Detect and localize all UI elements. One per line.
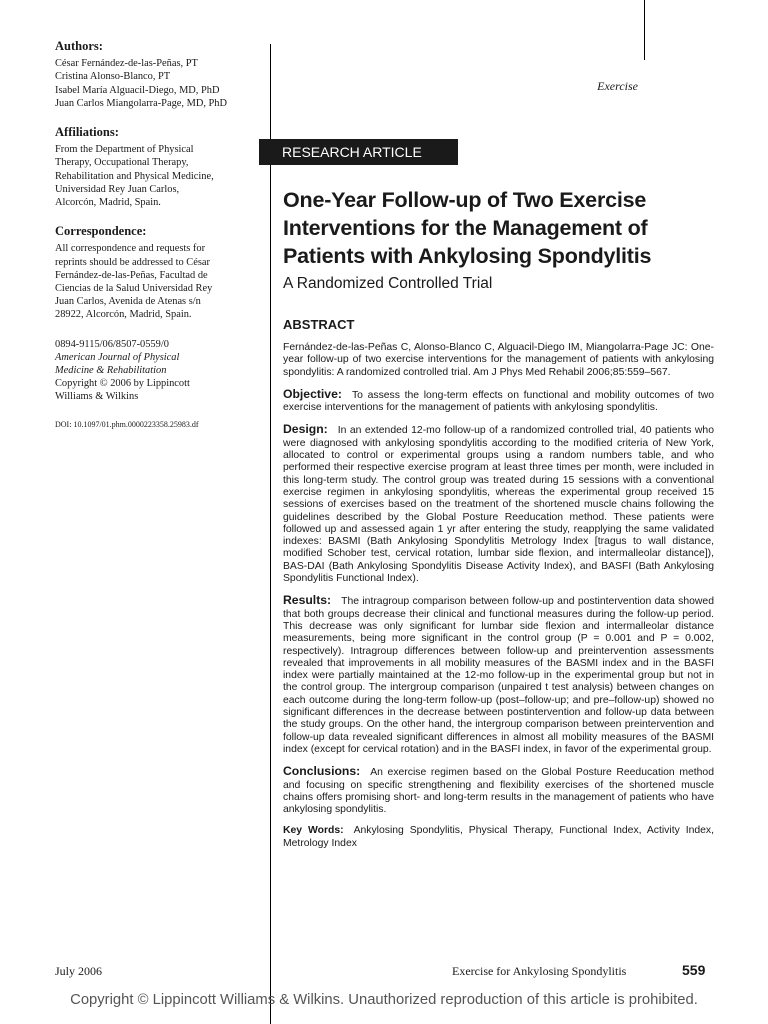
article-title: One-Year Follow-up of Two Exercise Interventions for the Management of Patients with Ankylosing Spondylitis <box>283 188 652 268</box>
author-line: Cristina Alonso-Blanco, PT <box>55 71 171 83</box>
affiliation-line: Alcorcón, Madrid, Spain. <box>55 197 161 209</box>
author-line: Isabel María Alguacil-Diego, MD, PhD <box>55 84 220 96</box>
authors-heading: Authors: <box>55 39 103 53</box>
keywords-paragraph <box>283 825 714 850</box>
results-text: The intragroup comparison between follow-up and postintervention data showed that both groups decrease their clinical and functional measures during the follow-up period. This decrease was only significant for lumbar side flexion and intermalleolar distance measurements, being more significant in the control group (P = 0.001 and P = 0.002, respectively). Intragroup differences between follow-up and preintervention assessments revealed that improvements in all mobility measures of the BASMI index and in the BASFI index were partially maintained at the 12-mo follow-up in the experimental group but not in the control group. The intergroup comparison (unpaired t test analysis) between changes on each outcome during the long-term follow-up (post–follow-up; and pre–follow-up) showed no significant differences in the decrease between postintervention and follow-up data between the study groups. On the other hand, the intergroup comparison between preintervention and follow-up data revealed significant differences in almost all mobility measures of the BASMI index (except for cervical rotation) and in the BASFI index, in favor of the experimental group. <box>283 596 714 755</box>
objective-paragraph <box>283 388 714 415</box>
affiliation-line: Universidad Rey Juan Carlos, <box>55 183 180 195</box>
running-title: Exercise for Ankylosing Spondylitis <box>452 964 627 978</box>
results-label: Results: <box>283 593 332 608</box>
affiliations-block <box>55 126 255 209</box>
copyright-line: Williams & Wilkins <box>55 391 139 403</box>
correspondence-line: 28922, Alcorcón, Madrid, Spain. <box>55 309 192 321</box>
correspondence-line: reprints should be addressed to César <box>55 256 210 268</box>
objective-text: To assess the long-term effects on functional and mobility outcomes of two exercise interventions for the management of patients with ankylosing spondylitis. <box>283 389 714 414</box>
keywords-label: Key Words: <box>283 825 344 837</box>
affiliation-line: Rehabilitation and Physical Medicine, <box>55 170 214 182</box>
affiliation-line: From the Department of Physical <box>55 144 194 156</box>
correspondence-line: All correspondence and requests for <box>55 243 206 255</box>
correspondence-block <box>55 225 255 321</box>
conclusions-paragraph <box>283 765 714 816</box>
publication-info-block <box>55 338 255 404</box>
correspondence-line: Juan Carlos, Avenida de Atenas s/n <box>55 296 201 308</box>
abstract-heading: ABSTRACT <box>283 317 355 332</box>
author-line: Juan Carlos Miangolarra-Page, MD, PhD <box>55 97 227 109</box>
article-type-banner: RESEARCH ARTICLE <box>259 139 458 165</box>
issn-code: 0894-9115/06/8507-0559/0 <box>55 338 169 350</box>
top-vertical-rule <box>644 0 645 60</box>
section-label: Exercise <box>597 79 638 93</box>
conclusions-text: An exercise regimen based on the Global Posture Reeducation method and focusing on specific strengthening and flexibility exercises of the shortened muscle chains offers promising short- and long-term results in the management of patients who have ankylosing spondylitis. <box>283 767 714 816</box>
design-text: In an extended 12-mo follow-up of a randomized controlled trial, 40 patients who were diagnosed with ankylosing spondylitis according to the modified criteria of New York, allocated to control or experimental groups using a random numbers table, and who performed their respective exercise program at least three times per month, were included in this long-term study. The control group was treated during 15 sessions with a conventional exercise regimen in ankylosing spondylitis, whereas the experimental group received 15 sessions of exercises based on the treatment of the shortened muscle chains following the guidelines described by the Global Posture Reeducation method. These patients were followed up and assessed again 1 yr after entering the study, reapplying the same validated indexes: BASMI (Bath Ankylosing Spondylitis Metrology Index [tragus to wall distance, modified Schober test, cervical rotation, lumbar side flexion, and intermalleolar distance]), BAS-DAI (Bath Ankylosing Spondylitis Disease Activity Index), and BASFI (Bath Ankylosing Spondylitis Functional Index). <box>283 425 714 585</box>
correspondence-line: Ciencias de la Salud Universidad Rey <box>55 283 213 295</box>
copyright-line: Copyright © 2006 by Lippincott <box>55 378 190 390</box>
page-number: 559 <box>682 962 706 978</box>
correspondence-heading: Correspondence: <box>55 224 147 239</box>
article-info-sidebar <box>55 40 255 446</box>
article-subtitle: A Randomized Controlled Trial <box>283 275 493 292</box>
objective-label: Objective: <box>283 386 342 401</box>
conclusions-label: Conclusions: <box>283 764 361 779</box>
author-line: César Fernández-de-las-Peñas, PT <box>55 58 198 70</box>
copyright-notice: Copyright © Lippincott Williams & Wilkins. Unauthorized reproduction of this article is prohibited. <box>70 992 698 1008</box>
correspondence-line: Fernández-de-las-Peñas, Facultad de <box>55 269 208 281</box>
authors-block <box>55 40 255 110</box>
issue-date: July 2006 <box>55 964 103 978</box>
affiliation-line: Therapy, Occupational Therapy, <box>55 157 189 169</box>
journal-name-line: Medicine & Rehabilitation <box>55 365 167 377</box>
affiliations-heading: Affiliations: <box>55 125 119 140</box>
article-main <box>283 186 714 859</box>
doi-text: DOI: 10.1097/01.phm.0000223358.25983.df <box>55 419 199 429</box>
keywords-text: Ankylosing Spondylitis, Physical Therapy, Functional Index, Activity Index, Metrology Index <box>283 825 714 849</box>
journal-name-line: American Journal of Physical <box>55 351 180 363</box>
design-paragraph <box>283 423 714 585</box>
column-divider-rule <box>270 44 271 1024</box>
citation-paragraph: Fernández-de-las-Peñas C, Alonso-Blanco C, Alguacil-Diego IM, Miangolarra-Page JC: One-year follow-up of two exercise interventions for the management of patients with ankylosing spondylitis: A randomized controlled trial. Am J Phys Med Rehabil 2006;85:559–567. <box>283 342 714 378</box>
results-paragraph <box>283 594 714 756</box>
design-label: Design: <box>283 422 328 437</box>
